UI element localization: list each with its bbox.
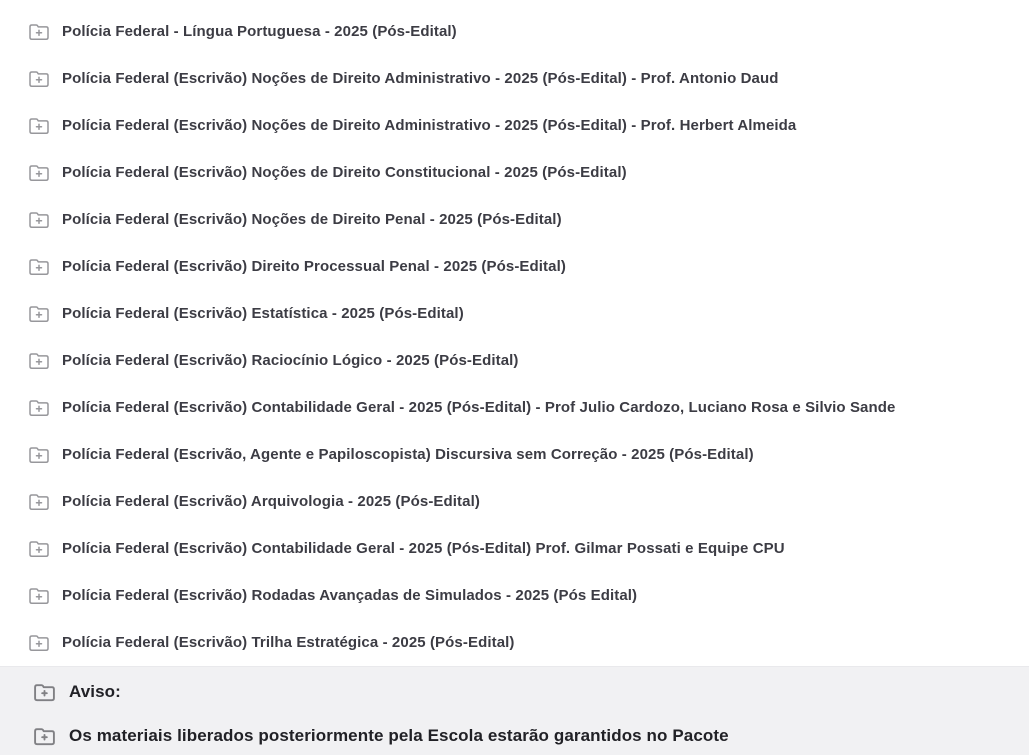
course-title: Polícia Federal (Escrivão) Contabilidade Geral - 2025 (Pós-Edital) Prof. Gilmar Possati e Equipe CPU — [62, 540, 785, 557]
folder-plus-icon — [28, 351, 50, 371]
notice-title: Aviso: — [69, 682, 121, 701]
course-item[interactable] — [0, 431, 1029, 478]
folder-plus-icon — [28, 116, 50, 136]
folder-plus-icon — [28, 69, 50, 89]
notice-section — [0, 666, 1029, 755]
notice-item[interactable] — [0, 714, 1029, 755]
course-item[interactable] — [0, 290, 1029, 337]
folder-plus-icon — [28, 22, 50, 42]
course-item[interactable] — [0, 619, 1029, 666]
course-title: Polícia Federal (Escrivão) Noções de Direito Constitucional - 2025 (Pós-Edital) — [62, 164, 627, 181]
folder-plus-icon — [33, 682, 56, 703]
folder-plus-icon — [28, 163, 50, 183]
course-item[interactable] — [0, 149, 1029, 196]
course-item[interactable] — [0, 102, 1029, 149]
course-title: Polícia Federal (Escrivão) Direito Processual Penal - 2025 (Pós-Edital) — [62, 258, 566, 275]
course-title: Polícia Federal (Escrivão, Agente e Papiloscopista) Discursiva sem Correção - 2025 (Pós-Edital) — [62, 446, 754, 463]
course-title: Polícia Federal (Escrivão) Noções de Direito Administrativo - 2025 (Pós-Edital) - Prof. Herbert Almeida — [62, 117, 797, 134]
folder-plus-icon — [33, 726, 56, 747]
course-item[interactable] — [0, 337, 1029, 384]
folder-plus-icon — [28, 257, 50, 277]
course-title: Polícia Federal (Escrivão) Noções de Direito Penal - 2025 (Pós-Edital) — [62, 211, 562, 228]
folder-plus-icon — [28, 210, 50, 230]
folder-plus-icon — [28, 304, 50, 324]
course-item[interactable] — [0, 572, 1029, 619]
folder-plus-icon — [28, 539, 50, 559]
notice-item[interactable] — [0, 670, 1029, 714]
course-item[interactable] — [0, 55, 1029, 102]
course-item[interactable] — [0, 384, 1029, 431]
course-item[interactable] — [0, 243, 1029, 290]
course-title: Polícia Federal (Escrivão) Arquivologia - 2025 (Pós-Edital) — [62, 493, 480, 510]
course-title: Polícia Federal (Escrivão) Contabilidade Geral - 2025 (Pós-Edital) - Prof Julio Cardozo, Luciano Rosa e Silvio Sande — [62, 399, 896, 416]
folder-plus-icon — [28, 492, 50, 512]
course-item[interactable] — [0, 525, 1029, 572]
course-title: Polícia Federal (Escrivão) Estatística - 2025 (Pós-Edital) — [62, 305, 464, 322]
course-title: Polícia Federal (Escrivão) Raciocínio Lógico - 2025 (Pós-Edital) — [62, 352, 519, 369]
folder-plus-icon — [28, 586, 50, 606]
course-title: Polícia Federal - Língua Portuguesa - 2025 (Pós-Edital) — [62, 23, 457, 40]
folder-plus-icon — [28, 445, 50, 465]
course-title: Polícia Federal (Escrivão) Noções de Direito Administrativo - 2025 (Pós-Edital) - Prof. Antonio Daud — [62, 70, 779, 87]
course-title: Polícia Federal (Escrivão) Trilha Estratégica - 2025 (Pós-Edital) — [62, 634, 515, 651]
folder-plus-icon — [28, 633, 50, 653]
course-item[interactable] — [0, 478, 1029, 525]
course-title: Polícia Federal (Escrivão) Rodadas Avançadas de Simulados - 2025 (Pós Edital) — [62, 587, 638, 604]
folder-plus-icon — [28, 398, 50, 418]
notice-title: Os materiais liberados posteriormente pela Escola estarão garantidos no Pacote — [69, 726, 729, 745]
course-item[interactable] — [0, 8, 1029, 55]
course-item[interactable] — [0, 196, 1029, 243]
